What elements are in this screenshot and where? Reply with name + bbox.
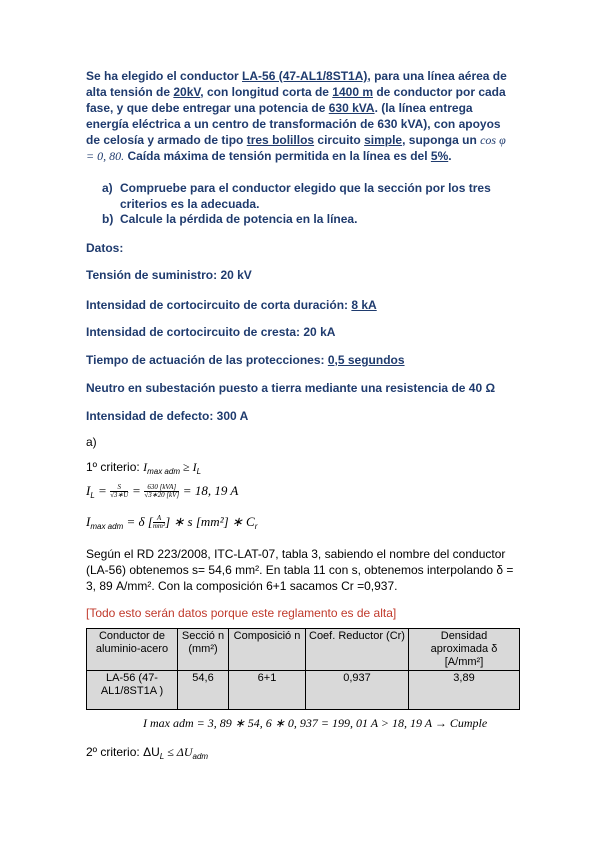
table-cell: 54,6 bbox=[178, 671, 229, 710]
drop-value: 5% bbox=[430, 149, 449, 163]
length-value: 1400 m bbox=[332, 85, 373, 99]
problem-statement: Se ha elegido el conductor LA-56 (47-AL1/8ST1A), para una línea aérea de alta tensión de 20kV, con longitud corta de 1400 m de conductor por cada fase, y que debe entregar una potencia de 630 kVA. (la línea entrega energía eléctrica a un centro de transformación de 630 kVA), con apoyos de celosía y armado de tipo tres bolillos circuito simple, suponga un cos φ = 0, 80. Caída máxima de tensión permitida en la línea es del 5%. bbox=[86, 69, 507, 163]
note-red: [Todo esto serán datos porque este reglamento es de alta] bbox=[86, 606, 397, 620]
task-b: b) Calcule la pérdida de potencia en la línea. bbox=[102, 212, 358, 226]
table-header: Coef. Reductor (Cr) bbox=[306, 629, 409, 671]
explanation-paragraph: Según el RD 223/2008, ITC-LAT-07, tabla 3, sabiendo el nombre del conductor (LA-56) obtenemos s= 54,6 mm². En tabla 11 con s, obtenemos interpolando δ = 3, 89 A/mm². Con la composición 6+1 sacamos Cr =0,937. bbox=[86, 547, 514, 593]
armado-value: tres bolillos bbox=[246, 133, 315, 147]
table-row bbox=[87, 671, 520, 710]
datos-neutral: Neutro en subestación puesto a tierra mediante una resistencia de 40 Ω bbox=[86, 381, 496, 395]
table-header: Secció n (mm²) bbox=[178, 629, 229, 671]
task-a: a) Compruebe para el conductor elegido que la sección por los tres criterios es la adecuada. bbox=[102, 181, 491, 211]
table-header: Composició n bbox=[229, 629, 306, 671]
cosphi-formula: cos φ = 0, 80. bbox=[86, 133, 506, 163]
solution-a-label: a) bbox=[86, 435, 97, 449]
fraction-values: $\frac{\text{630 [kVA]}}{√3∗20 [kV]}$ bbox=[144, 483, 180, 500]
criterion-2: 2º criterio: $\Delta U_L \le \Delta U_{adm}$ bbox=[86, 745, 209, 761]
datos-heading: Datos: bbox=[86, 241, 124, 255]
conductor-value: LA-56 (47-AL1/8ST1A) bbox=[242, 69, 368, 83]
circuit-value: simple bbox=[364, 133, 403, 147]
table-header: Conductor de aluminio-acero bbox=[87, 629, 178, 671]
conductor-table bbox=[86, 628, 520, 710]
table-cell: 3,89 bbox=[409, 671, 520, 710]
criterion-1: 1º criterio: $I_{max adm} \ge I_L$ bbox=[86, 460, 202, 476]
imax-formula: $I_{max adm} = \delta$ [ $\frac{A}{\text{mm²}}$ ] ∗ s [mm²] ∗ $C_r$ bbox=[86, 514, 258, 531]
table-header-row bbox=[87, 629, 520, 671]
datos-supply: Tensión de suministro: 20 kV bbox=[86, 268, 252, 282]
power-value: 630 kVA bbox=[328, 101, 375, 115]
voltage-value: 20kV bbox=[173, 85, 201, 99]
table-header: Densidad aproximada δ [A/mm²] bbox=[409, 629, 520, 671]
datos-time: Tiempo de actuación de las protecciones: 0,5 segundos bbox=[86, 353, 405, 367]
datos-fault: Intensidad de defecto: 300 A bbox=[86, 409, 249, 423]
result-formula: I max adm = 3, 89 ∗ 54, 6 ∗ 0, 937 = 199, 01 A > 18, 19 A → Cumple bbox=[143, 716, 488, 730]
table-cell: 0,937 bbox=[306, 671, 409, 710]
fraction-s-over-u: $\frac{S}{√3∗U}$ bbox=[110, 483, 129, 500]
datos-peak: Intensidad de cortocircuito de cresta: 20 kA bbox=[86, 325, 336, 339]
current-formula: $I_L$ = $\frac{S}{√3∗U}$ = $\frac{\text{630 [kVA]}}{√3∗20 [kV]}$ = 18, 19 A bbox=[86, 483, 239, 500]
table-cell: 6+1 bbox=[229, 671, 306, 710]
datos-short-circuit: Intensidad de cortocircuito de corta duración: 8 kA bbox=[86, 298, 377, 312]
table-cell: LA-56 (47-AL1/8ST1A ) bbox=[87, 671, 178, 710]
